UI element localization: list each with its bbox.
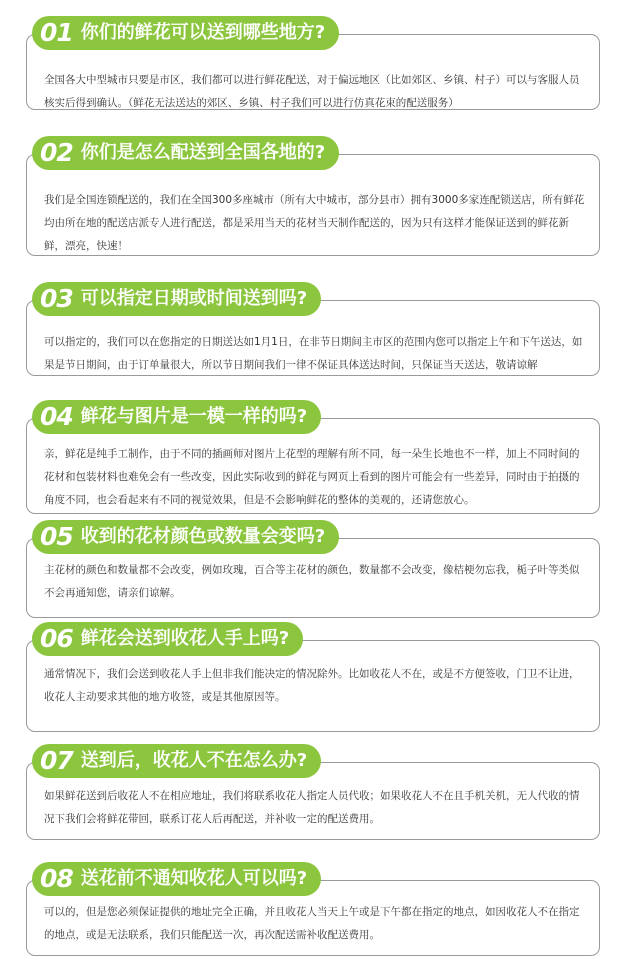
faq-7-answer: 如果鲜花送到后收花人不在相应地址，我们将联系收花人指定人员代收；如果收花人不在且手机关机，无人代收的情况下我们会将鲜花带回，联系订花人后再配送，并补收一定的配送费用。: [44, 790, 580, 825]
faq-8-question: 送花前不通知收花人可以吗?: [80, 868, 308, 889]
faq-3-answer: 可以指定的，我们可以在您指定的日期送达如1月1日，在非节日期间主市区的范围内您可以指定上午和下午送达，如果是节日期间，由于订单量很大，所以节日期间我们一律不保证具体送达时间，只保证当天送达，敬请谅解: [44, 336, 583, 371]
faq-8-title-pill: [32, 862, 321, 896]
faq-1-number: 01: [40, 18, 73, 47]
faq-2-question: 你们是怎么配送到全国各地的?: [80, 142, 326, 163]
faq-6-number: 06: [40, 624, 73, 653]
faq-7-number: 07: [40, 746, 73, 775]
faq-3-title-pill: [32, 282, 321, 316]
faq-4-question: 鲜花与图片是一模一样的吗?: [80, 406, 308, 427]
faq-3-question: 可以指定日期或时间送到吗?: [80, 288, 308, 309]
faq-2-answer: 我们是全国连锁配送的，我们在全国300多座城市（所有大中城市，部分县市）拥有3000多家连配锁送店，所有鲜花均由所在地的配送店派专人进行配送，都是采用当天的花材当天制作配送的，因为只有这样才能保证送到的鲜花新鲜，漂亮，快速！: [44, 194, 585, 252]
faq-8-answer: 可以的，但是您必须保证提供的地址完全正确，并且收花人当天上午或是下午都在指定的地点，如因收花人不在指定的地点，或是无法联系，我们只能配送一次，再次配送需补收配送费用。: [44, 906, 580, 941]
faq-2-title-pill: [32, 136, 339, 170]
faq-4-title-pill: [32, 400, 321, 434]
faq-7-title-pill: [32, 744, 321, 778]
faq-1-answer: 全国各大中型城市只要是市区，我们都可以进行鲜花配送，对于偏远地区（比如郊区、乡镇、村子）可以与客服人员核实后得到确认。（鲜花无法送达的郊区、乡镇、村子我们可以进行仿真花束的配送服务）: [44, 74, 580, 109]
faq-5-title-pill: [32, 520, 339, 554]
faq-5-number: 05: [40, 522, 73, 551]
faq-6-answer: 通常情况下，我们会送到收花人手上但非我们能决定的情况除外。比如收花人不在，或是不方便签收，门卫不让进，收花人主动要求其他的地方收签，或是其他原因等。: [44, 668, 580, 703]
faq-4-answer: 亲，鲜花是纯手工制作，由于不同的插画师对图片上花型的理解有所不同，每一朵生长地也不一样，加上不同时间的花材和包装材料也难免会有一些改变，因此实际收到的鲜花与网页上看到的图片可能会有一些差异，同时由于拍摄的角度不同，也会看起来有不同的视觉效果，但是不会影响鲜花的整体的美观的，还请您放心。: [44, 448, 580, 506]
faq-3-number: 03: [40, 284, 73, 313]
faq-5-answer: 主花材的颜色和数量都不会改变，例如玫瑰，百合等主花材的颜色，数量都不会改变，像桔梗勿忘我，栀子叶等类似不会再通知您，请亲们谅解。: [44, 564, 580, 599]
faq-6-question: 鲜花会送到收花人手上吗?: [80, 628, 290, 649]
faq-1-question: 你们的鲜花可以送到哪些地方?: [80, 22, 326, 43]
faq-6-title-pill: [32, 622, 303, 656]
faq-8-number: 08: [40, 864, 73, 893]
faq-7-question: 送到后，收花人不在怎么办?: [80, 750, 308, 771]
faq-4-number: 04: [40, 402, 73, 431]
faq-5-question: 收到的花材颜色或数量会变吗?: [80, 526, 326, 547]
faq-1-title-pill: [32, 16, 339, 50]
faq-2-number: 02: [40, 138, 73, 167]
